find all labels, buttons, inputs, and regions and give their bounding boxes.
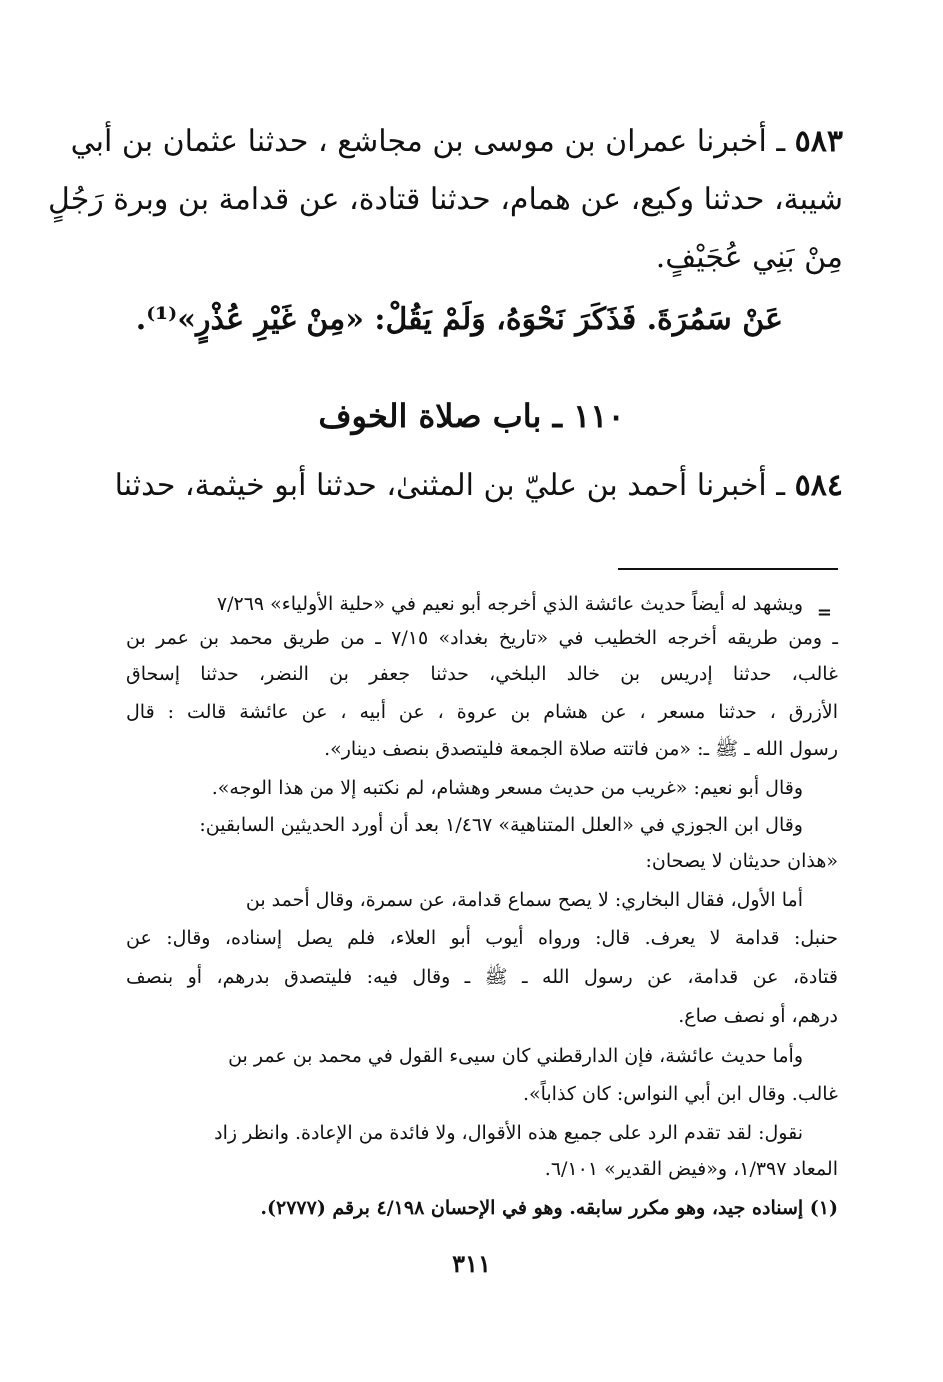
hadith-583-text-1: ـ أخبرنا عمران بن موسى بن مجاشع ، حدثنا عثمان بن أبي bbox=[70, 124, 786, 159]
hadith-583-number: ٥٨٣ bbox=[794, 124, 843, 159]
chapter-heading: ١١٠ ـ باب صلاة الخوف bbox=[318, 397, 625, 435]
footnote-line: أما الأول، فقال البخاري: لا يصح سماع قدامة، عن سمرة، وقال أحمد بن bbox=[245, 889, 803, 911]
footnote-line: ويشهد له أيضاً حديث عائشة الذي أخرجه أبو نعيم في «حلية الأولياء» ٧/٢٦٩ bbox=[216, 593, 803, 615]
footnote-line: نقول: لقد تقدم الرد على جميع هذه الأقوال، ولا فائدة من الإعادة. وانظر زاد bbox=[214, 1122, 803, 1144]
footnote-line: غالب، حدثنا إدريس بن خالد البلخي، حدثنا جعفر بن النضر، حدثنا إسحاق bbox=[126, 663, 838, 685]
footnote-line: حنبل: قدامة لا يعرف. قال: ورواه أيوب أبو العلاء، فلم يصل إسناده، وقال: عن bbox=[126, 927, 838, 949]
hadith-583-line-3: مِنْ بَنِي عُجَيْفٍ. bbox=[655, 240, 843, 275]
footnote-line: رسول الله ـ ﷺ ـ: «من فاتته صلاة الجمعة فليتصدق بنصف دينار». bbox=[324, 738, 838, 760]
footnote-line: الأزرق ، حدثنا مسعر ، عن هشام بن عروة ، عن أبيه ، عن عائشة قالت : قال bbox=[126, 701, 838, 723]
footnote-line: «هذان حديثان لا يصحان: bbox=[645, 850, 838, 872]
hadith-584-text-1: ـ أخبرنا أحمد بن عليّ بن المثنىٰ، حدثنا أبو خيثمة، حدثنا bbox=[114, 468, 786, 503]
page-number: ٣١١ bbox=[452, 1249, 491, 1278]
footnote-line: المعاد ١/٣٩٧، و«فيض القدير» ٦/١٠١. bbox=[544, 1158, 838, 1180]
hadith-583-line-2: شيبة، حدثنا وكيع، عن همام، حدثنا قتادة، عن قدامة بن وبرة رَجُلٍ bbox=[48, 182, 843, 217]
hadith-584-line-1 bbox=[98, 456, 843, 516]
footnote-line: وأما حديث عائشة، فإن الدارقطني كان سيىء القول في محمد بن عمر بن bbox=[228, 1045, 803, 1067]
hadith-583-matn: عَنْ سَمُرَةَ. فَذَكَرَ نَحْوَهُ، وَلَمْ يَقُلْ: «مِنْ غَيْرِ عُذْرٍ»⁽¹⁾. bbox=[135, 302, 783, 337]
footnote-continuation-mark: = bbox=[816, 602, 832, 623]
footnote-line: ـ ومن طريقه أخرجه الخطيب في «تاريخ بغداد» ٧/١٥ ـ من طريق محمد بن عمر بن bbox=[126, 627, 838, 649]
footnote-line: وقال أبو نعيم: «غريب من حديث مسعر وهشام، لم نكتبه إلا من هذا الوجه». bbox=[211, 777, 803, 799]
footnote-1: (١) إسناده جيد، وهو مكرر سابقه. وهو في الإحسان ٤/١٩٨ برقم (٢٧٧٧). bbox=[260, 1197, 838, 1219]
footnote-line: قتادة، عن قدامة، عن رسول الله ـ ﷺ ـ وقال فيه: فليتصدق بدرهم، أو بنصف bbox=[126, 966, 838, 988]
footnote-line: درهم، أو نصف صاع. bbox=[678, 1005, 838, 1027]
footnote-separator bbox=[618, 568, 838, 570]
hadith-584-number: ٥٨٤ bbox=[794, 468, 843, 503]
footnote-line: غالب. وقال ابن أبي النواس: كان كذاباً». bbox=[522, 1083, 838, 1105]
footnote-line: وقال ابن الجوزي في «العلل المتناهية» ١/٤٦٧ بعد أن أورد الحديثين السابقين: bbox=[199, 814, 803, 836]
hadith-583-line-1 bbox=[70, 112, 843, 172]
